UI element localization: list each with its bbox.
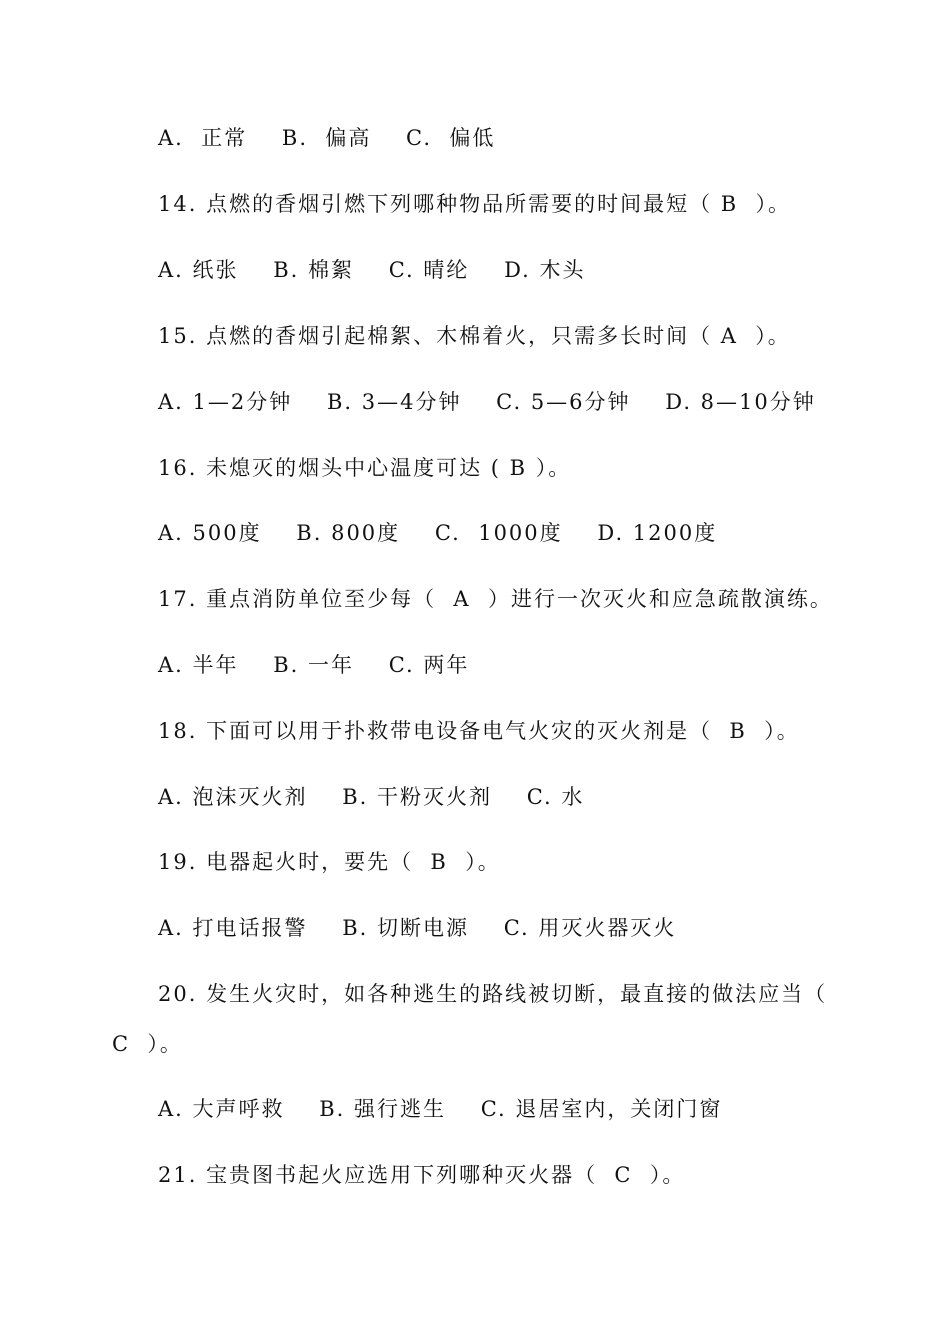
question-20: 20. 发生火灾时，如各种逃生的路线被切断，最直接的做法应当（	[158, 982, 828, 1006]
question-18: 18. 下面可以用于扑救带电设备电气火灾的灭火剂是（ B ）。	[158, 719, 800, 743]
question-14: 14. 点燃的香烟引燃下列哪种物品所需要的时间最短（ B ）。	[158, 192, 792, 216]
options-13: A. 正常 B. 偏高 C. 偏低	[158, 126, 496, 150]
question-20-continuation: C ）。	[112, 1032, 183, 1056]
options-16: A. 500度 B. 800度 C. 1000度 D. 1200度	[158, 521, 718, 545]
options-20: A. 大声呼救 B. 强行逃生 C. 退居室内，关闭门窗	[158, 1097, 723, 1121]
question-17: 17. 重点消防单位至少每（ A ）进行一次灭火和应急疏散演练。	[158, 587, 833, 611]
question-15: 15. 点燃的香烟引起棉絮、木棉着火，只需多长时间（ A ）。	[158, 324, 791, 348]
question-16: 16. 未熄灭的烟头中心温度可达 ( B ）。	[158, 456, 572, 480]
options-14: A. 纸张 B. 棉絮 C. 晴纶 D. 木头	[158, 258, 586, 282]
question-19: 19. 电器起火时，要先（ B ）。	[158, 850, 501, 874]
options-15: A. 1—2分钟 B. 3—4分钟 C. 5—6分钟 D. 8—10分钟	[158, 390, 816, 414]
options-17: A. 半年 B. 一年 C. 两年	[158, 653, 470, 677]
question-21: 21. 宝贵图书起火应选用下列哪种灭火器（ C ）。	[158, 1163, 686, 1187]
options-18: A. 泡沫灭火剂 B. 干粉灭火剂 C. 水	[158, 785, 585, 809]
options-19: A. 打电话报警 B. 切断电源 C. 用灭火器灭火	[158, 916, 677, 940]
